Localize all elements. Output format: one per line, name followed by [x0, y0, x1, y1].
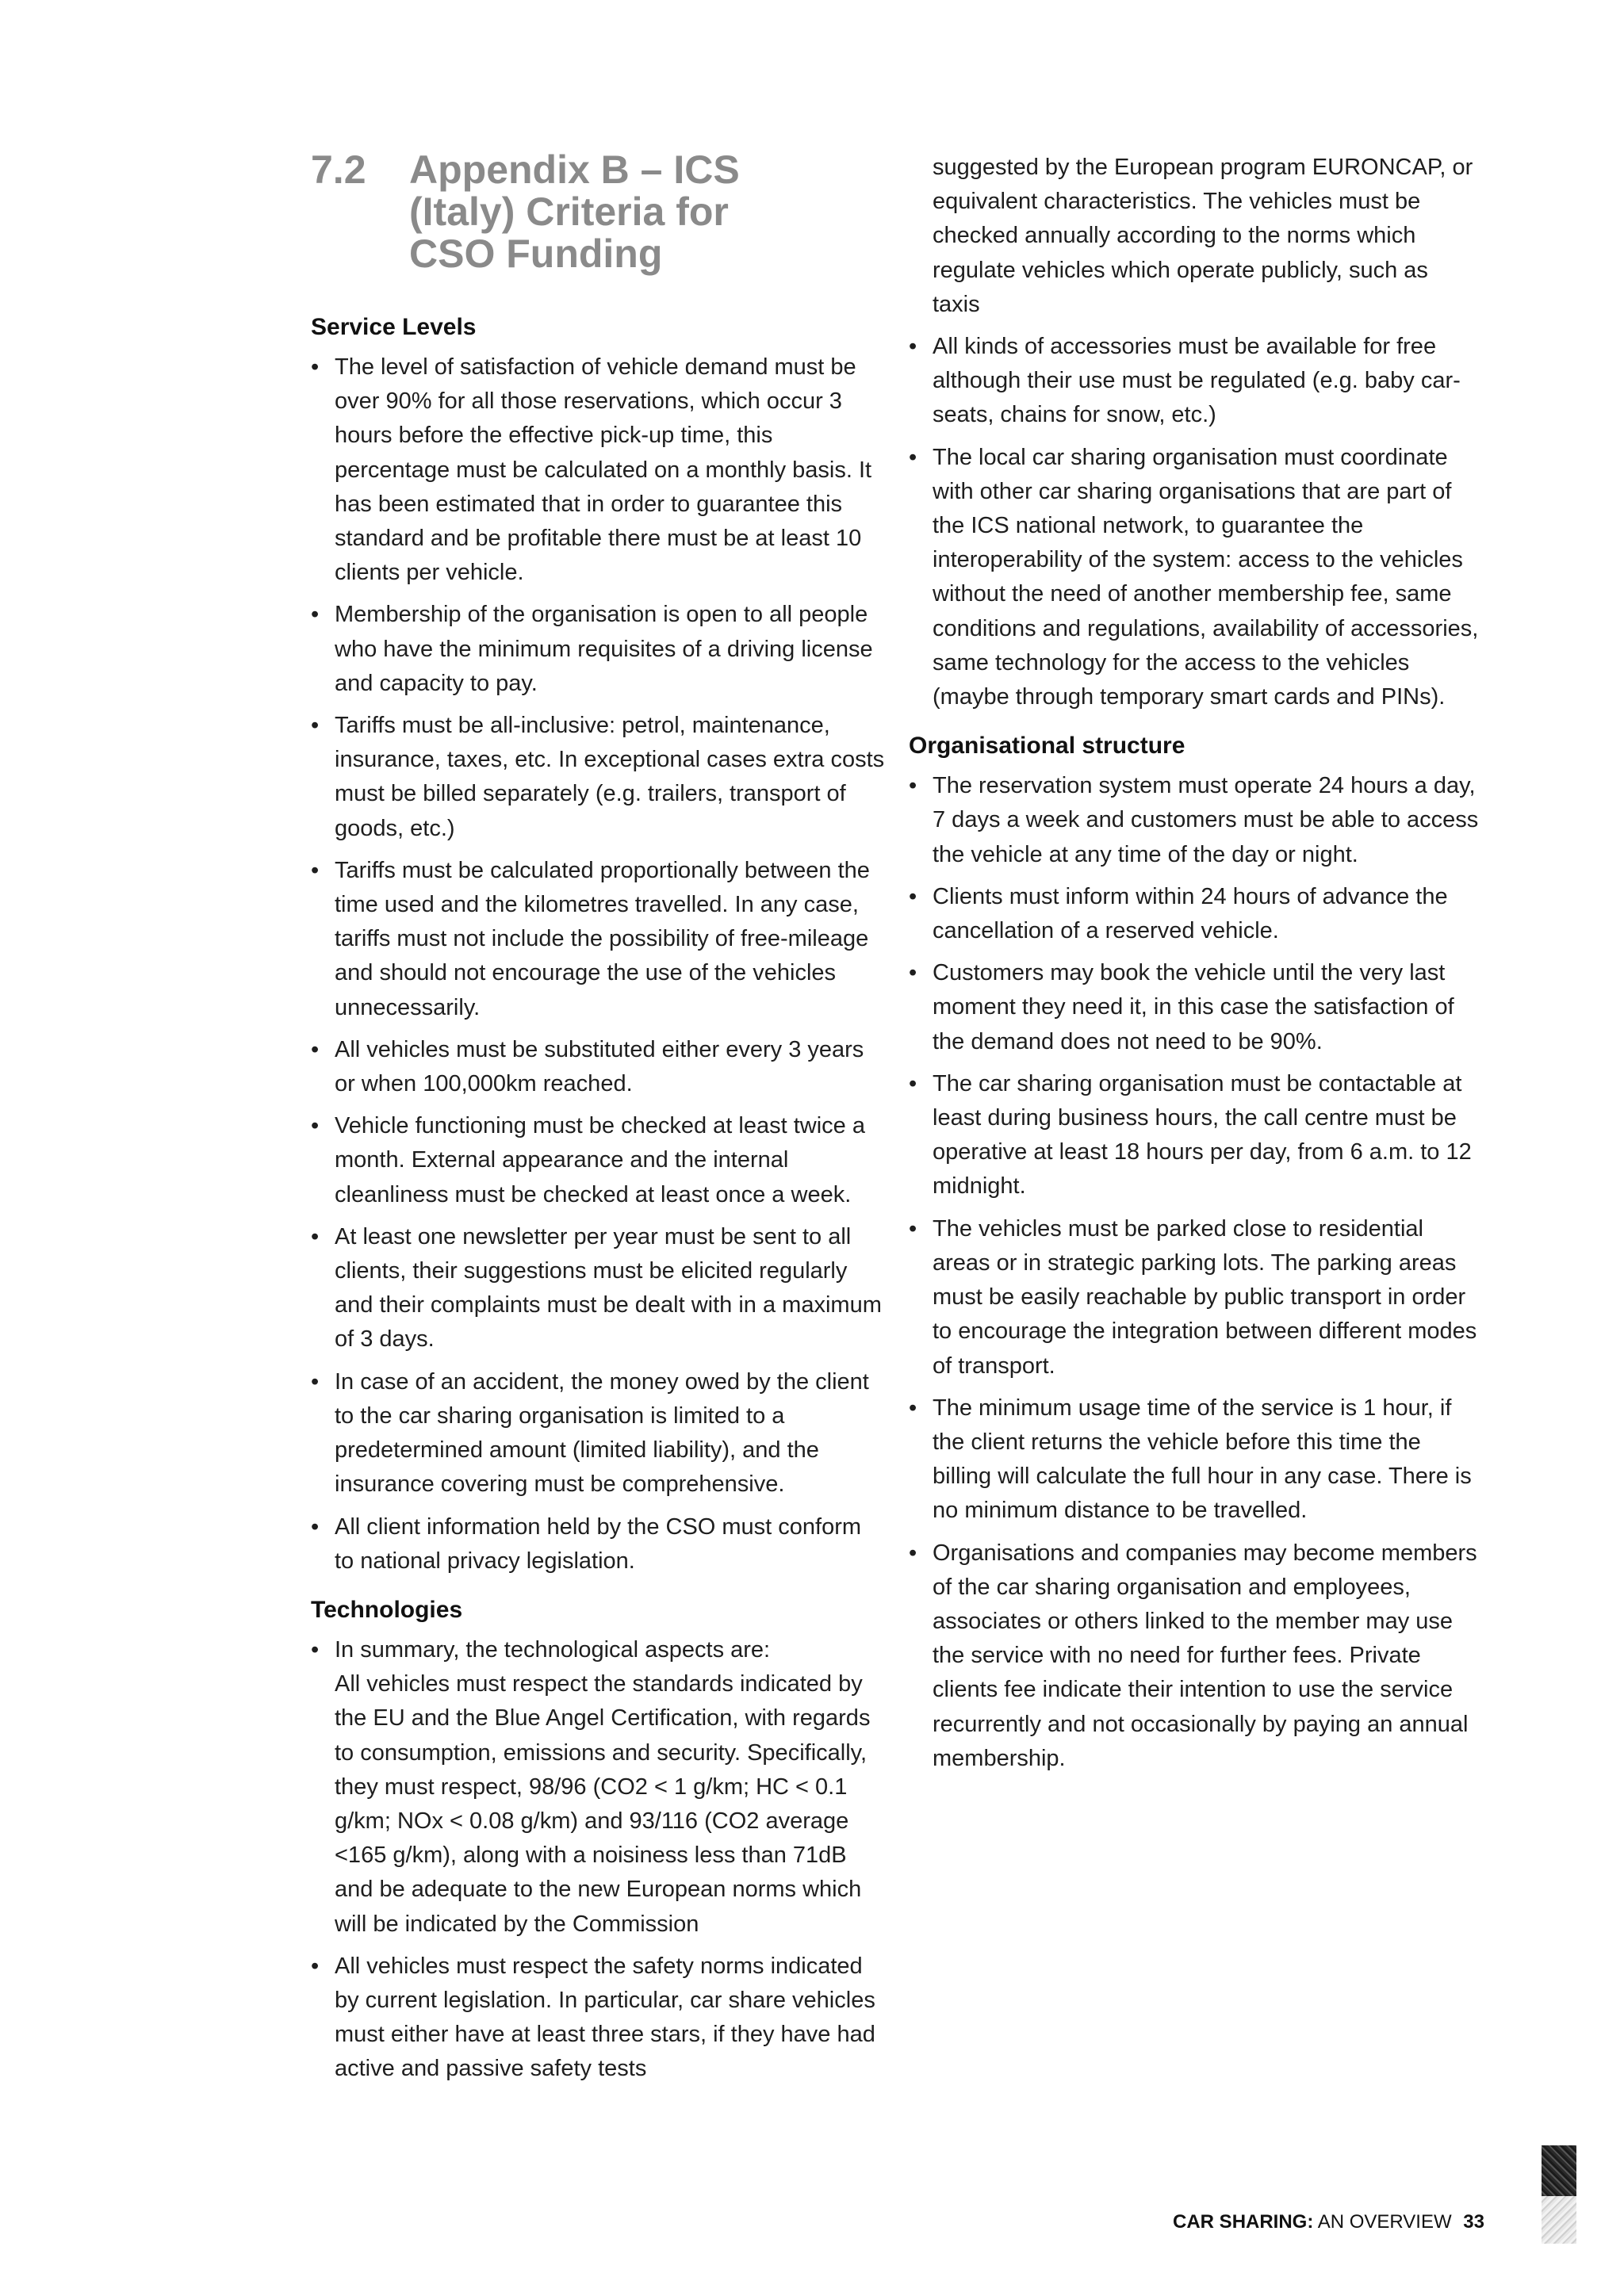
list-item: • All vehicles must be substituted either every 3 years or when 100,000km reached.	[311, 1033, 885, 1101]
side-tab-dark	[1542, 2145, 1576, 2196]
service-levels-list	[311, 350, 885, 1578]
list-item: • The car sharing organisation must be contactable at least during business hours, the call centre must be operative at least 18 hours per day, from 6 a.m. to 12 midnight.	[909, 1067, 1481, 1204]
list-item: • In summary, the technological aspects are: All vehicles must respect the standards indicated by the EU and the Blue Angel Certification, with regards to consumption, emissions and security. Specifically, they must respect, 98/96 (CO2 < 1 g/km; HC < 0.1 g/km; NOx < 0.08 g/km) and 93/116 (CO2 average <165 g/km), along with a noisiness less than 71dB and be adequate to the new European norms which will be indicated by the Commission	[311, 1633, 885, 1942]
list-item: • The minimum usage time of the service is 1 hour, if the client returns the vehicle before this time the billing will calculate the full hour in any case. There is no minimum distance to be travelled.	[909, 1391, 1481, 1529]
list-item: • Membership of the organisation is open to all people who have the minimum requisites of a driving license and capacity to pay.	[311, 598, 885, 701]
section-title: Appendix B – ICS (Italy) Criteria for CSO Funding	[409, 147, 740, 276]
list-item: • Clients must inform within 24 hours of advance the cancellation of a reserved vehicle.	[909, 880, 1481, 948]
list-item: • The vehicles must be parked close to residential areas or in strategic parking lots. The parking areas must be easily reachable by public transport in order to encourage the integration between different modes of transport.	[909, 1212, 1481, 1383]
side-tab-light	[1542, 2196, 1576, 2244]
list-item: • In case of an accident, the money owed by the client to the car sharing organisation is limited to a predetermined amount (limited liability), and the insurance covering must be comprehensive.	[311, 1365, 885, 1502]
list-item: • Tariffs must be calculated proportionally between the time used and the kilometres travelled. In any case, tariffs must not include the possibility of free-mileage and should not encourage the use of the vehicles unnecessarily.	[311, 854, 885, 1025]
list-item: • Vehicle functioning must be checked at least twice a month. External appearance and the internal cleanliness must be checked at least once a week.	[311, 1109, 885, 1212]
list-item: • All client information held by the CSO must conform to national privacy legislation.	[311, 1510, 885, 1578]
footer-publication-rest: AN OVERVIEW	[1313, 2211, 1452, 2233]
technologies-list	[311, 1633, 885, 2087]
list-item: • Organisations and companies may become members of the car sharing organisation and employees, associates or others linked to the member may use the service with no need for further fees. Private clients fee indicate their intention to use the service recurrently and not occasionally by paying an annual membership.	[909, 1536, 1481, 1776]
page-footer	[1173, 2210, 1484, 2234]
organisational-structure-list	[909, 769, 1481, 1776]
list-item: • Customers may book the vehicle until the very last moment they need it, in this case the satisfaction of the demand does not need to be 90%.	[909, 956, 1481, 1059]
list-item: • At least one newsletter per year must be sent to all clients, their suggestions must be elicited regularly and their complaints must be dealt with in a maximum of 3 days.	[311, 1220, 885, 1357]
service-levels-heading: Service Levels	[311, 314, 477, 340]
section-number: 7.2	[311, 147, 366, 192]
right-column	[909, 151, 1481, 1784]
list-item: • Tariffs must be all-inclusive: petrol, maintenance, insurance, taxes, etc. In exceptional cases extra costs must be billed separately (e.g. trailers, transport of goods, etc.)	[311, 709, 885, 846]
left-column	[311, 149, 885, 2095]
list-item: • The reservation system must operate 24 hours a day, 7 days a week and customers must be able to access the vehicle at any time of the day or night.	[909, 769, 1481, 872]
list-item: • All vehicles must respect the safety norms indicated by current legislation. In particular, car share vehicles must either have at least three stars, if they have had active and passive safety tests	[311, 1950, 885, 2087]
technologies-list-continued	[909, 330, 1481, 714]
footer-publication-bold: CAR SHARING:	[1173, 2211, 1314, 2233]
list-item: • The local car sharing organisation must coordinate with other car sharing organisations that are part of the ICS national network, to guarantee the interoperability of the system: access to the vehicles without the need of another membership fee, same conditions and regulations, availability of accessories, same technology for the access to the vehicles (maybe through temporary smart cards and PINs).	[909, 441, 1481, 715]
technologies-continuation: suggested by the European program EURONCAP, or equivalent characteristics. The vehicles must be checked annually according to the norms which regulate vehicles which operate publicly, such as taxis	[933, 155, 1473, 317]
organisational-structure-heading: Organisational structure	[909, 733, 1185, 760]
section-heading	[311, 149, 885, 275]
technologies-heading: Technologies	[311, 1596, 463, 1623]
page-number: 33	[1463, 2211, 1484, 2233]
list-item: • The level of satisfaction of vehicle demand must be over 90% for all those reservations, which occur 3 hours before the effective pick-up time, this percentage must be calculated on a monthly basis. It has been estimated that in order to guarantee this standard and be profitable there must be at least 10 clients per vehicle.	[311, 350, 885, 590]
list-item: • All kinds of accessories must be available for free although their use must be regulated (e.g. baby car-seats, chains for snow, etc.)	[909, 330, 1481, 433]
